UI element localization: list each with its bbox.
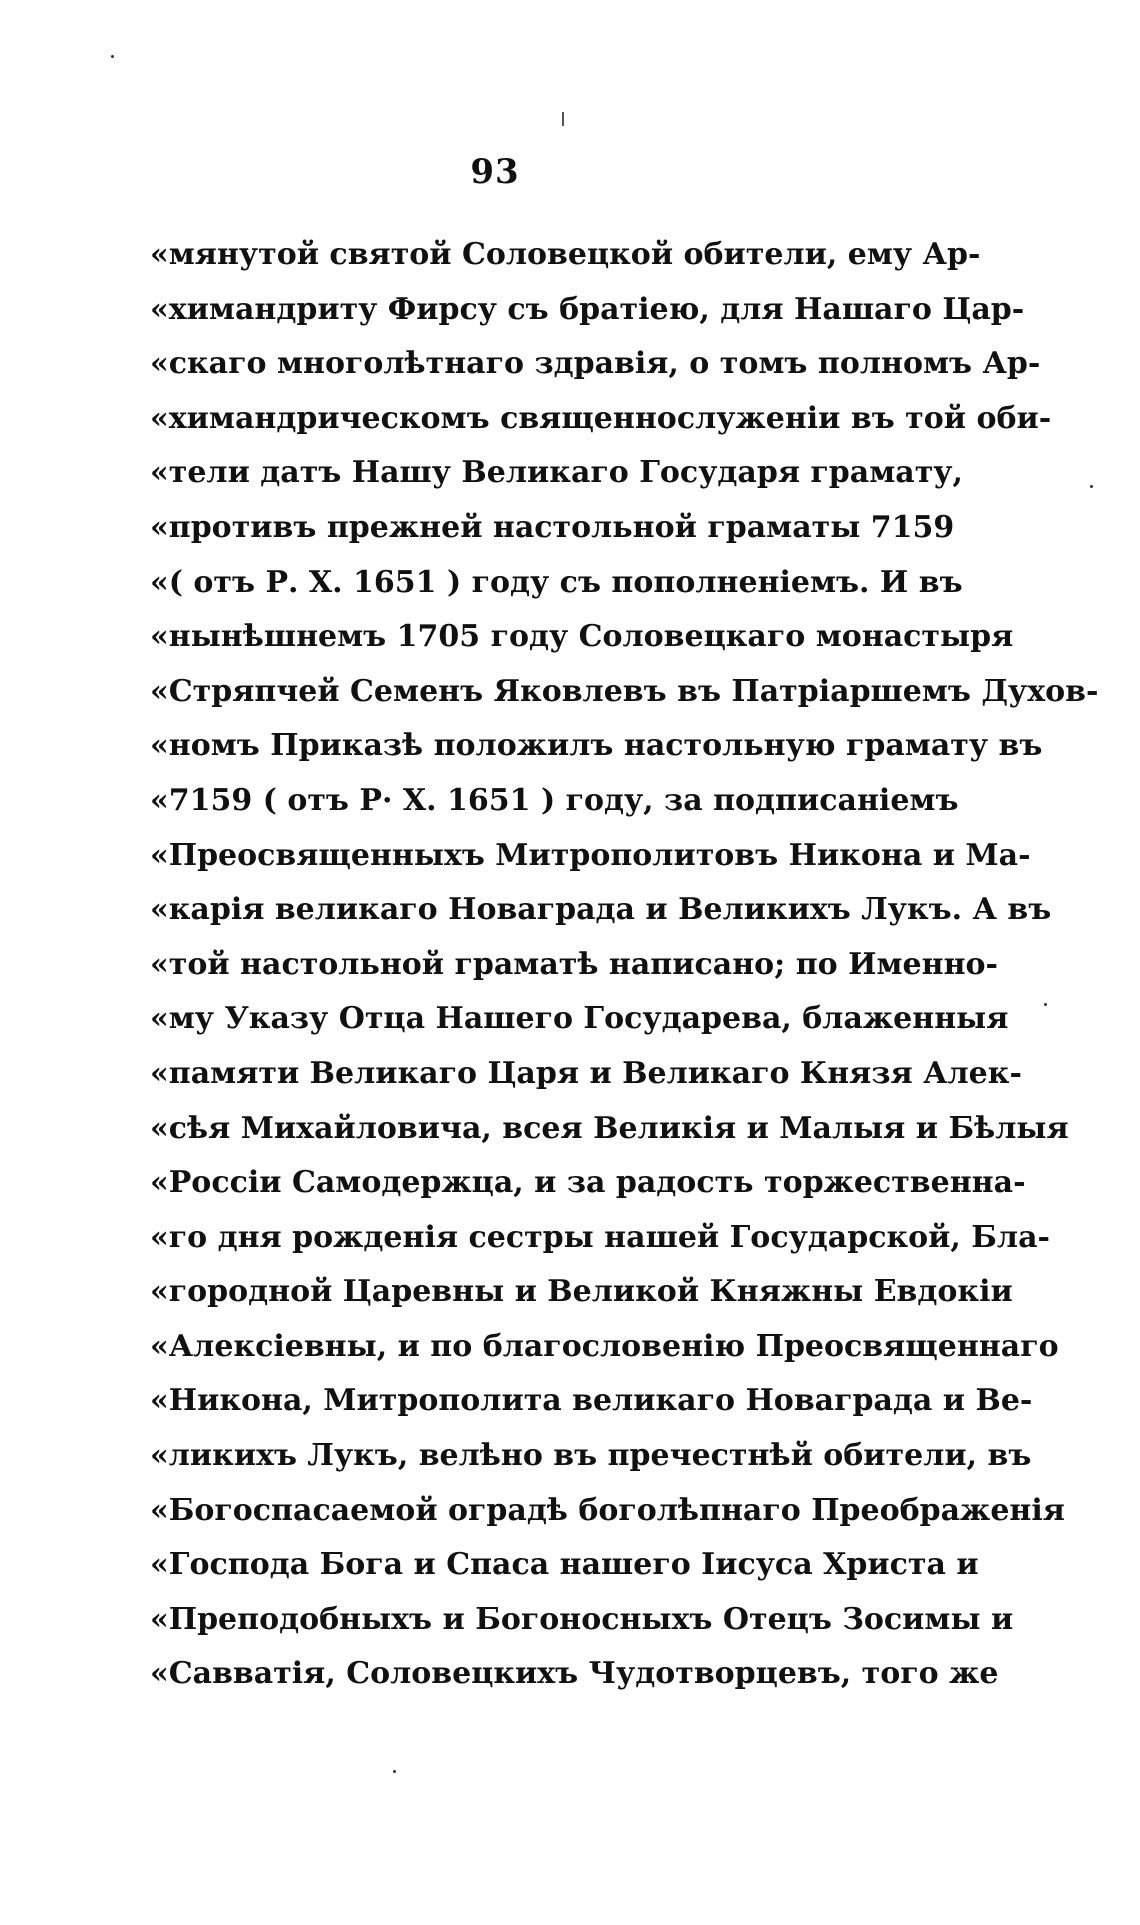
page-number: 93 xyxy=(470,152,520,192)
scan-mark xyxy=(562,112,564,126)
text-line: «химандриту Фирсу съ братіею, для Нашаго Цар- xyxy=(150,291,1025,327)
text-line: «скаго многолѣтнаго здравія, о томъ полномъ Ар- xyxy=(150,346,1041,382)
text-line: «номъ Приказѣ положилъ настольную грамату въ xyxy=(150,728,1043,764)
scan-speck xyxy=(1044,1003,1047,1006)
text-line: «ликихъ Лукъ, велѣно въ пречестнѣй обители, въ xyxy=(150,1438,1032,1474)
text-line: «противъ прежней настольной граматы 7159 xyxy=(150,509,955,545)
scan-speck xyxy=(111,55,114,58)
text-line: «сѣя Михайловича, всея Великія и Малыя и Бѣлыя xyxy=(150,1110,1069,1146)
text-line: «химандрическомъ священнослуженіи въ той оби- xyxy=(150,400,1052,436)
text-line: «му Указу Отца Нашего Государева, блаженныя xyxy=(150,1001,1009,1037)
text-line: «Россіи Самодержца, и за радость торжественна- xyxy=(150,1165,1026,1201)
text-line: «Алексіевны, и по благословенію Преосвященнаго xyxy=(150,1328,1059,1364)
text-line: «го дня рожденія сестры нашей Государской, Бла- xyxy=(150,1219,1050,1255)
text-line: «Никона, Митрополита великаго Новаграда и Ве- xyxy=(150,1383,1033,1419)
text-line: «Преосвященныхъ Митрополитовъ Никона и Ма- xyxy=(150,837,1031,873)
text-line: «Савватія, Соловецкихъ Чудотворцевъ, того же xyxy=(150,1656,999,1692)
text-line: «Преподобныхъ и Богоносныхъ Отецъ Зосимы и xyxy=(150,1601,1014,1637)
text-line: «мянутой святой Соловецкой обители, ему Ар- xyxy=(150,237,981,272)
text-line: «городной Царевны и Великой Княжны Евдокіи xyxy=(150,1274,1013,1310)
text-line: «памяти Великаго Царя и Великаго Князя Алек- xyxy=(150,1055,1022,1091)
text-line: «Богоспасаемой оградѣ боголѣпнаго Преображенія xyxy=(150,1492,1065,1528)
text-line: «той настольной граматѣ написано; по Именно- xyxy=(150,946,998,982)
text-line: «нынѣшнемъ 1705 году Соловецкаго монастыря xyxy=(150,619,1014,655)
text-line: «( отъ Р. Х. 1651 ) году съ пополненіемъ. И въ xyxy=(150,564,963,600)
text-line: «7159 ( отъ Р· Х. 1651 ) году, за подписаніемъ xyxy=(150,782,959,818)
body-text xyxy=(150,228,1099,1702)
scan-speck xyxy=(393,1770,396,1773)
text-line: «Господа Бога и Спаса нашего Іисуса Христа и xyxy=(150,1547,979,1583)
text-line: «Стряпчей Семенъ Яковлевъ въ Патріаршемъ Духов- xyxy=(150,673,1099,709)
text-line: «карія великаго Новаграда и Великихъ Лукъ. А въ xyxy=(150,892,1052,928)
scan-speck xyxy=(1090,485,1093,488)
text-line: «тели датъ Нашу Великаго Государя грамату, xyxy=(150,455,963,491)
